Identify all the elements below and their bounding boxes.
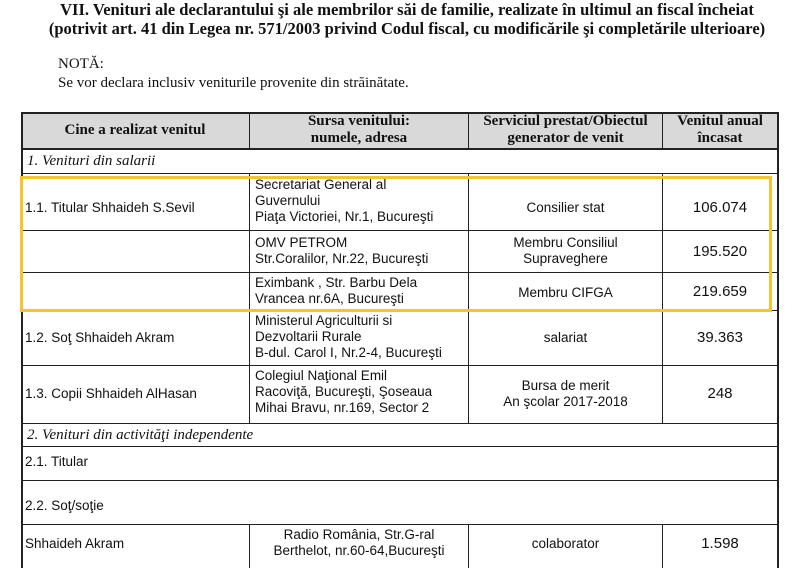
row-service: Membru Consiliul Supraveghere <box>513 235 618 266</box>
header-source: Sursa venitului: numele, adresa <box>307 113 411 146</box>
row-service: Bursa de merit An şcolar 2017-2018 <box>503 378 628 409</box>
highlight-box <box>20 176 772 312</box>
rule <box>777 112 779 568</box>
row-source: Colegiul Naţional Emil Racoviţă, Bucureşti, Şoseaua Mihai Bravu, nr.169, Sector 2 <box>255 368 433 415</box>
row-income: 219.659 <box>692 283 748 300</box>
row-service: Consilier stat <box>526 200 605 215</box>
row-income: 195.520 <box>692 243 748 260</box>
declaration-heading <box>22 0 792 38</box>
rule <box>21 524 778 525</box>
row-source: Radio România, Str.G-ral Berthelot, nr.60-64,Bucureşti <box>273 527 445 558</box>
rule <box>21 173 778 174</box>
row-source: Eximbank , Str. Barbu Dela Vrancea nr.6A, Bucureşti <box>255 275 418 306</box>
row-who: 1.2. Soţ Shhaideh Akram <box>25 330 175 345</box>
row-income: 106.074 <box>692 199 748 216</box>
rule <box>21 365 778 366</box>
subsection-titular: 2.1. Titular <box>25 454 89 469</box>
rule <box>21 423 778 424</box>
section-independent: 2. Venituri din activităţi independente <box>27 427 254 443</box>
heading-line-1: VII. Venituri ale declarantului şi ale membrilor săi de familie, realizate în ultimul an fiscal încheiat <box>60 0 754 19</box>
note-text: Se vor declara inclusiv veniturile provenite din străinătate. <box>58 75 409 91</box>
note-title: NOTĂ: <box>58 56 104 72</box>
rule <box>21 480 778 481</box>
header-service: Serviciul prestat/Obiectul generator de venit <box>483 113 648 146</box>
row-service: Membru CIFGA <box>518 285 613 300</box>
row-who: Shhaideh Akram <box>25 536 125 551</box>
row-source: OMV PETROM Str.Coralilor, Nr.22, Bucureşti <box>255 235 429 266</box>
header-who: Cine a realizat venitul <box>64 122 206 138</box>
row-income: 1.598 <box>701 535 739 552</box>
rule <box>21 446 778 447</box>
row-service: salariat <box>543 330 588 345</box>
row-who: 1.1. Titular Shhaideh S.Sevil <box>25 200 195 215</box>
row-source: Ministerul Agriculturii si Dezvoltarii Rurale B-dul. Carol I, Nr.2-4, Bucureşti <box>255 313 442 360</box>
subsection-spouse: 2.2. Soţ/soţie <box>25 498 104 513</box>
row-who: 1.3. Copii Shhaideh AlHasan <box>25 386 197 401</box>
heading-line-2: (potrivit art. 41 din Legea nr. 571/2003 privind Codul fiscal, cu modificările şi completările ulterioare) <box>48 19 766 38</box>
rule <box>21 148 778 150</box>
row-income: 248 <box>707 385 733 402</box>
row-service: colaborator <box>531 536 600 551</box>
header-income: Venitul anual încasat <box>677 113 763 146</box>
section-salaries: 1. Venituri din salarii <box>27 153 156 169</box>
row-income: 39.363 <box>697 329 743 346</box>
row-source: Secretariat General al Guvernului Piaţa Victoriei, Nr.1, Bucureşti <box>255 177 434 224</box>
